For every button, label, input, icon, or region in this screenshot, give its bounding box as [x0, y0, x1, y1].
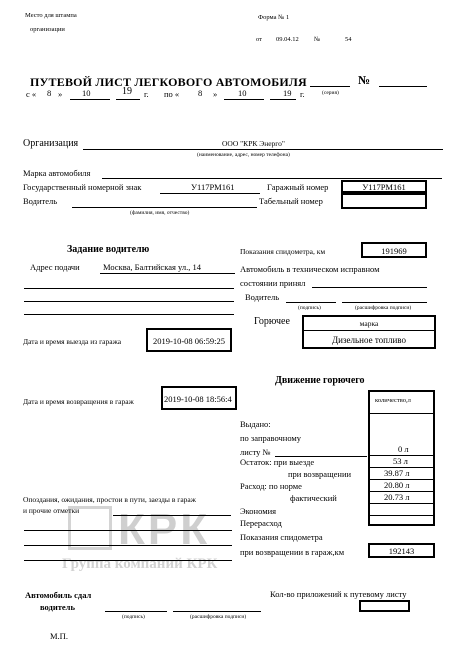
address-line-4 — [24, 314, 234, 315]
row-line-5 — [368, 503, 435, 504]
driver-hint: (фамилия, имя, отчество) — [130, 210, 190, 216]
accept-sign-hint: (подпись) — [298, 305, 321, 311]
period-from-label: с « — [26, 89, 37, 99]
return-value: 2019-10-08 18:56:4 — [164, 394, 232, 404]
sheet-label: листу № — [240, 447, 271, 457]
attachments-box — [359, 600, 410, 612]
plate-label: Государственный номерной знак — [23, 182, 142, 192]
period-to-month-line — [224, 99, 264, 100]
watermark-text: Группа компаний КРК — [62, 556, 218, 572]
delays-line-2 — [24, 545, 232, 546]
stamp-place-label: Место для штампа — [25, 12, 77, 19]
return-box — [161, 386, 237, 410]
organization-hint: (наименование, адрес, номер телефона) — [197, 152, 290, 158]
date-prefix: от — [256, 36, 263, 43]
consumption-norm-label: Расход: по норме — [240, 481, 302, 491]
departure-label: Дата и время выезда из гаража — [23, 337, 122, 346]
driver-label: Водитель — [23, 196, 58, 206]
fuel-brand-value: Дизельное топливо — [332, 335, 406, 345]
departure-value: 2019-10-08 06:59:25 — [152, 336, 225, 346]
vehicle-brand-line — [102, 178, 442, 179]
period-quote-2: » — [213, 89, 218, 99]
odometer-label: Показания спидометра, км — [240, 247, 326, 256]
series-hint: (серия) — [322, 90, 339, 96]
organization-line — [83, 149, 443, 150]
issued-sub-label: по заправочному — [240, 433, 302, 443]
driver-line — [72, 207, 257, 208]
fuel-qty-header: количество,л — [375, 397, 411, 404]
watermark-logo: КРК — [118, 505, 211, 554]
garage-label: Гаражный номер — [267, 182, 329, 192]
accept-line — [312, 287, 427, 288]
consumption-actual-label: фактический — [290, 493, 337, 503]
fuel-brand-header: марка — [304, 317, 434, 331]
plate-value: У117РМ161 — [191, 182, 235, 192]
issued-label: Выдано: — [240, 419, 271, 429]
accept-line-1: Автомобиль в техническом исправном — [240, 264, 380, 274]
period-to-year: 19 — [283, 88, 292, 98]
period-from-year-line — [116, 99, 140, 100]
organization-value: ООО "КРК Энерго" — [222, 139, 285, 148]
consumption-norm-value: 20.80 л — [384, 480, 410, 490]
period-to-year-line — [270, 99, 296, 100]
handed-sign-line — [105, 611, 167, 612]
organization-label: Организация — [23, 138, 79, 149]
garage-number-value: У117РМ161 — [362, 182, 406, 192]
handed-sign-hint: (подпись) — [122, 614, 145, 620]
rest-return-value: 39.87 л — [384, 468, 410, 478]
plate-line — [160, 193, 260, 194]
period-from-month: 10 — [82, 88, 91, 98]
rest-return-label: при возвращении — [288, 469, 352, 479]
consumption-actual-value: 20.73 л — [384, 492, 410, 502]
stamp-place-sub: организации — [30, 26, 65, 33]
overrun-label: Перерасход — [240, 518, 282, 528]
address-line-3 — [24, 301, 234, 302]
document-title: ПУТЕВОЙ ЛИСТ ЛЕГКОВОГО АВТОМОБИЛЯ — [30, 75, 307, 89]
period-from-year: 19 — [122, 86, 132, 97]
economy-label: Экономия — [240, 506, 277, 516]
vehicle-brand-label: Марка автомобиля — [23, 168, 91, 178]
handed-label-1: Автомобиль сдал — [25, 590, 92, 600]
fuel-label: Горючее — [254, 316, 290, 327]
handed-label-2: водитель — [40, 602, 75, 612]
handed-decode-line — [173, 611, 261, 612]
delays-line-3 — [24, 560, 232, 561]
address-value: Москва, Балтийская ул., 14 — [103, 262, 201, 272]
header-num-sign: № — [314, 36, 321, 43]
handed-decode-hint: (расшифровка подписи) — [190, 614, 247, 620]
accept-sign-line — [286, 302, 336, 303]
odo-return-label-2: при возвращении в гараж,км — [240, 547, 345, 557]
title-number-line — [379, 86, 427, 87]
address-line-2 — [24, 288, 234, 289]
delays-label-2: и прочие отметки — [23, 506, 80, 515]
period-to-day: 8 — [198, 88, 203, 98]
garage-number-box — [341, 180, 427, 193]
fuel-qty-header-line — [368, 413, 435, 414]
accept-driver-label: Водитель — [245, 292, 280, 302]
rest-out-label: Остаток: при выезде — [240, 457, 315, 467]
odo-return-value: 192143 — [388, 546, 415, 556]
accept-line-2: состоянии принял — [240, 278, 306, 288]
form-label: Форма № 1 — [258, 14, 290, 21]
period-to-month: 10 — [238, 88, 247, 98]
accept-decode-hint: (расшифровка подписи) — [355, 305, 412, 311]
delays-line-0 — [113, 515, 231, 516]
accept-decode-line — [342, 302, 427, 303]
odometer-value: 191969 — [381, 246, 407, 256]
series-line — [310, 86, 350, 87]
delays-label-1: Опоздания, ожидания, простои в пути, заезды в гараж — [23, 495, 196, 504]
address-label: Адрес подачи — [30, 262, 80, 272]
rest-out-value: 53 л — [393, 456, 408, 466]
header-date: 09.04.12 — [276, 36, 299, 43]
period-g-2: г. — [300, 89, 305, 99]
attachments-label: Кол-во приложений к путевому листу — [270, 589, 407, 599]
fuel-movement-title: Движение горючего — [275, 375, 365, 386]
odo-return-label-1: Показания спидометра — [240, 532, 323, 542]
title-num-sign: № — [358, 73, 371, 87]
period-quote-1: » — [58, 89, 63, 99]
fuel-brand-box — [302, 315, 436, 349]
period-from-day: 8 — [47, 88, 52, 98]
departure-box — [146, 328, 232, 352]
period-from-month-line — [70, 99, 110, 100]
tab-number-box — [341, 193, 427, 209]
row-line-6 — [368, 515, 435, 516]
address-line-1 — [100, 273, 235, 274]
period-g-1: г. — [144, 89, 149, 99]
mp-label: М.П. — [50, 631, 68, 641]
odo-return-box — [368, 543, 435, 558]
tab-number-label: Табельный номер — [259, 196, 323, 206]
period-to-label: по « — [164, 89, 180, 99]
issued-value: 0 л — [398, 444, 409, 454]
assignment-title: Задание водителю — [67, 244, 150, 255]
odometer-box — [361, 242, 427, 258]
return-label: Дата и время возвращения в гараж — [23, 397, 134, 406]
delays-line-1 — [24, 530, 232, 531]
header-number: 54 — [345, 36, 352, 43]
